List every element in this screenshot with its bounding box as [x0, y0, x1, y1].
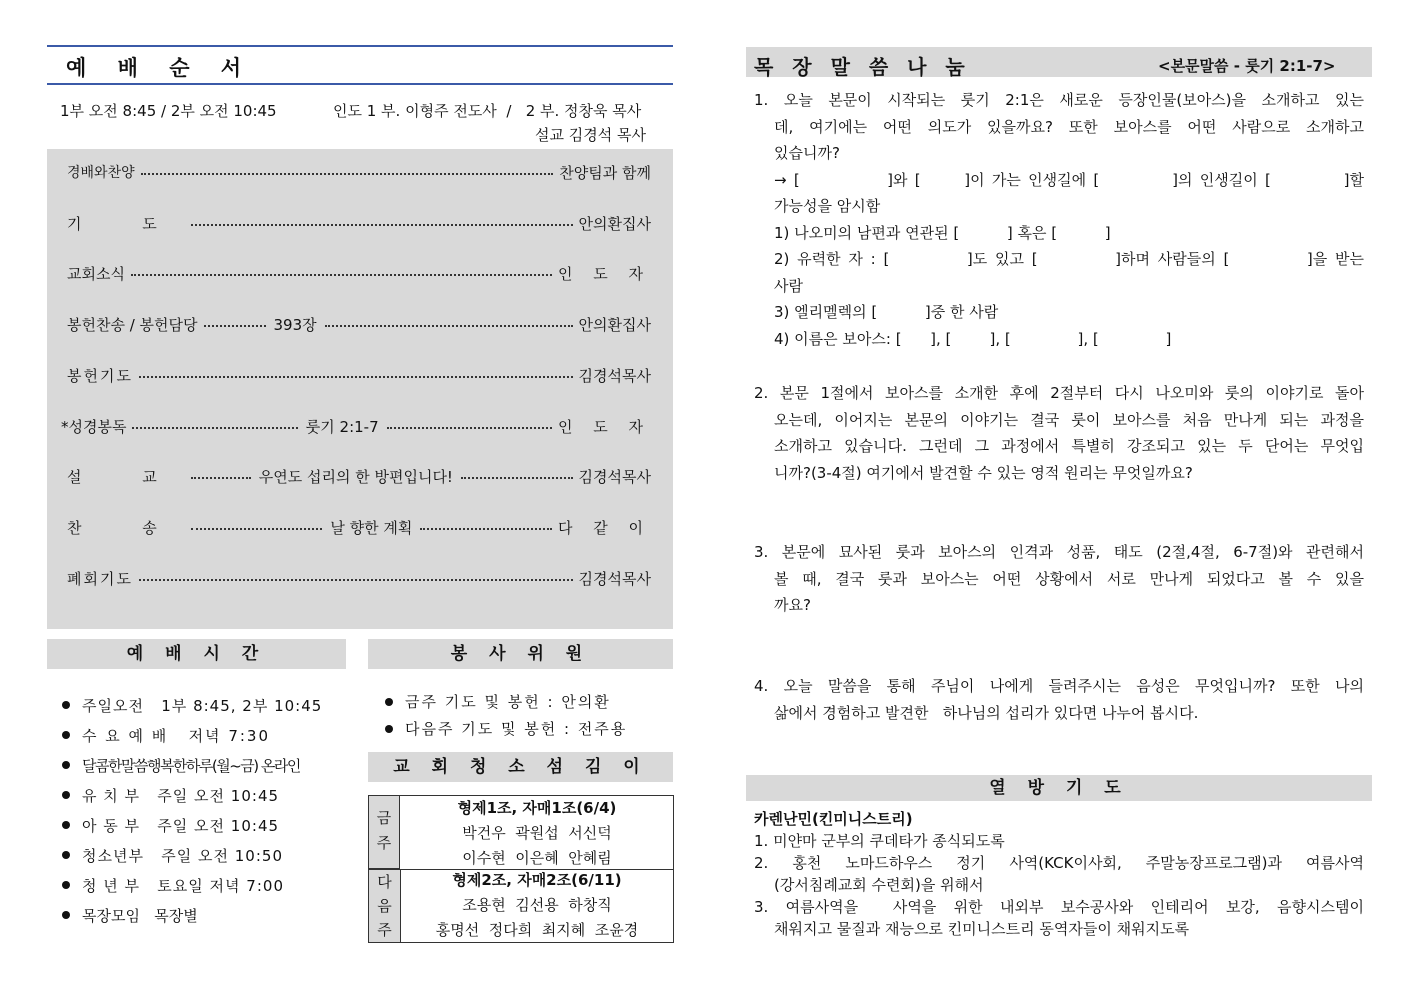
order-title: 예 배 순 서 [66, 56, 254, 80]
order-value: 안의환집사 [578, 315, 651, 334]
order-mid: 룻기 2:1-7 [305, 417, 379, 436]
list-item: 유 치 부 주일 오전 10:45 [62, 780, 352, 810]
bullet-icon [62, 731, 70, 739]
order-label: 봉헌기도 [67, 366, 133, 385]
bullet-icon [62, 761, 70, 769]
order-value: 찬양팀과 함께 [559, 163, 651, 182]
leaders-line: 인도 1 부. 이형주 전도사 / 2 부. 정창욱 목사 [333, 102, 642, 120]
service-times: 1부 오전 8:45 / 2부 오전 10:45 [60, 102, 277, 120]
prayer-item: 3. 여름사역을 사역을 위한 내외부 보수공사와 인테리어 보강, 음향시스템이 채워지고 물질과 재능으로 킨미니스트리 동역자들이 채워지도록 [754, 898, 1364, 938]
bullet-icon [385, 698, 393, 706]
question-3: 3. 본문에 묘사된 룻과 보아스의 인격과 성품, 태도 (2절,4절, 6-7절)와 관련해서 볼 때, 결국 룻과 보아스는 어떤 상황에서 서로 만나게 되었다고 볼 수 있을 까요? [754, 543, 1364, 614]
question-1: 1. 오늘 본문이 시작되는 룻기 2:1은 새로운 등장인물(보아스)을 소개하고 있는 데, 여기에는 어떤 의도가 있을까요? 또한 보아스를 어떤 사람으로 소개하고 있습니까? → [ ]와 [ ]이 가는 인생길에 [ ]의 인생길이 [ ]할 가능성을 암시함 1) 나오미의 남편과 연관된 [ ] 혹은 [ ] 2) 유력한 자 : [ ]도 있고 [ ]하며 사람들의 [ ]을 받는 사람 3) 엘리멜렉의 [ ]중 한 사람 4) 이름은 보아스: [ ], [ ], [ ], [ ] [754, 91, 1364, 348]
order-value: 김경석목사 [578, 366, 651, 385]
bullet-icon [62, 851, 70, 859]
prayer-header: 열 방 기 도 [746, 775, 1372, 801]
order-row [67, 567, 651, 589]
list-item: 주일오전 1부 8:45, 2부 10:45 [62, 690, 352, 720]
order-label: 봉헌찬송 / 봉헌담당 [67, 315, 198, 334]
bullet-icon [62, 911, 70, 919]
preacher-line: 설교 김경석 목사 [535, 126, 646, 144]
order-label: 경배와찬양 [67, 165, 135, 181]
service-list [385, 688, 675, 742]
order-row [61, 415, 651, 437]
order-value: 김경석목사 [578, 467, 651, 486]
bullet-icon [62, 821, 70, 829]
worship-times-list [62, 690, 352, 930]
order-mid: 날 향한 계획 [330, 518, 413, 537]
order-box [47, 149, 673, 629]
list-item: 달콤한말씀행복한하루(월~금) 온라인 [62, 750, 352, 780]
order-row [67, 212, 651, 234]
order-mid: 393장 [273, 315, 317, 334]
list-item: 수 요 예 배 저녁 7:30 [62, 720, 352, 750]
order-row [67, 516, 651, 538]
bullet-icon [62, 791, 70, 799]
order-value: 안의환집사 [578, 214, 651, 233]
this-week-label: 금 주 [369, 796, 400, 869]
bullet-icon [385, 725, 393, 733]
cleaning-header: 교 회 청 소 섬 김 이 [368, 752, 673, 782]
order-label: *성경봉독 [61, 417, 127, 436]
service-header: 봉 사 위 원 [368, 639, 673, 669]
list-item: 금주 기도 및 봉헌 : 안의환 [385, 688, 675, 715]
order-value: 인 도 자 [557, 417, 651, 436]
list-item: 목장모임 목장별 [62, 900, 352, 930]
order-value: 다 같 이 [558, 518, 652, 537]
cleaning-table [368, 795, 674, 943]
prayer-item: 2. 홍천 노마드하우스 정기 사역(KCK이사회, 주말농장프로그램)과 여름사역 (강서침례교회 수련회)을 위해서 [754, 854, 1364, 894]
order-label: 교회소식 [67, 264, 125, 283]
list-item: 다음주 기도 및 봉헌 : 전주용 [385, 715, 675, 742]
prayer-subtitle: 카렌난민(킨미니스트리) [754, 810, 913, 828]
bullet-icon [62, 701, 70, 709]
order-row [67, 313, 651, 335]
prayer-item: 1. 미얀마 군부의 쿠데타가 종식되도록 [754, 832, 1005, 850]
next-week-cell: 형제2조, 자매2조(6/11) 조용현 김선용 하창직 홍명선 정다희 최지혜 조윤경 [435, 871, 639, 939]
order-label: 폐회기도 [67, 569, 133, 588]
order-label: 찬 송 [67, 518, 185, 537]
question-2: 2. 본문 1절에서 보아스를 소개한 후에 2절부터 다시 나오미와 룻의 이야기로 돌아 오는데, 이어지는 본문의 이야기는 결국 룻이 보아스를 처음 만나게 되는 과정을 소개하고 있습니다. 그런데 그 과정에서 특별히 강조되고 있는 두 단어는 무엇입 니까?(3-4절) 여기에서 발견할 수 있는 영적 원리는 무엇일까요? [754, 384, 1364, 482]
question-4: 4. 오늘 말씀을 통해 주님이 나에게 들려주시는 음성은 무엇입니까? 또한 나의 삶에서 경험하고 발견한 하나님의 섭리가 있다면 나누어 봅시다. [754, 677, 1364, 722]
order-label: 설 교 [67, 467, 185, 486]
order-row [67, 262, 651, 284]
next-week-label: 다 음 주 [369, 870, 401, 942]
order-value: 인 도 자 [557, 264, 651, 283]
order-row [67, 161, 651, 183]
order-mid: 우연도 섭리의 한 방편입니다! [258, 467, 453, 486]
order-value: 김경석목사 [578, 569, 651, 588]
order-label: 기 도 [67, 214, 185, 233]
worship-times-header: 예 배 시 간 [47, 639, 346, 669]
sharing-title: 목 장 말 씀 나 눔 [754, 55, 971, 79]
list-item: 청 년 부 토요일 저녁 7:00 [62, 870, 352, 900]
list-item: 청소년부 주일 오전 10:50 [62, 840, 352, 870]
order-row [67, 465, 651, 487]
list-item: 아 동 부 주일 오전 10:45 [62, 810, 352, 840]
this-week-cell: 형제1조, 자매1조(6/4) 박건우 곽원섭 서신덕 이수현 이은혜 안혜림 [457, 799, 617, 867]
bullet-icon [62, 881, 70, 889]
scripture-reference: <본문말씀 - 룻기 2:1-7> [1158, 57, 1336, 75]
order-row [67, 364, 651, 386]
